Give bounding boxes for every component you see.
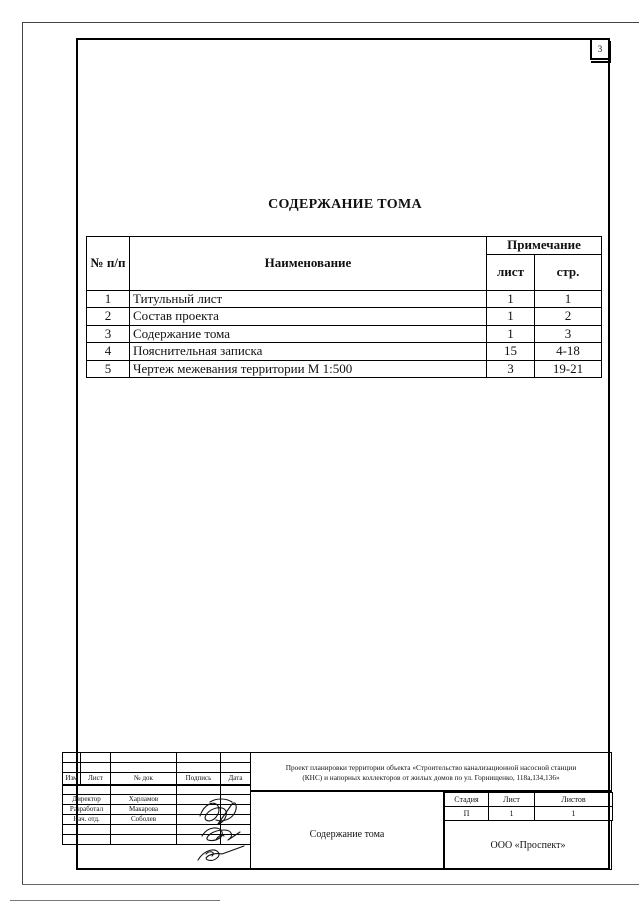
sheet-value: 1 (489, 807, 535, 821)
project-line-2: (КНС) и напорных коллекторов от жилых домов по ул. Горнищенко, 118а,134,136» (302, 773, 560, 782)
signer-role: Нач. отд. (63, 815, 111, 825)
row-sheet: 1 (487, 290, 535, 308)
row-number: 5 (87, 360, 130, 378)
signer-role: Разработал (63, 805, 111, 815)
table-row (87, 308, 602, 326)
row-page: 1 (535, 290, 602, 308)
row-page: 2 (535, 308, 602, 326)
empty-row (63, 825, 251, 835)
row-sheet: 15 (487, 343, 535, 361)
title-block-grid (62, 752, 251, 845)
signer-row (63, 815, 251, 825)
title-block-header (63, 773, 251, 785)
row-number: 1 (87, 290, 130, 308)
row-sheet: 1 (487, 308, 535, 326)
col-date: Дата (221, 773, 251, 785)
row-sheet: 1 (487, 325, 535, 343)
row-sheet: 3 (487, 360, 535, 378)
row-name: Чертеж межевания территории М 1:500 (130, 360, 487, 378)
revision-row (63, 753, 251, 763)
row-number: 3 (87, 325, 130, 343)
header-number: № п/п (87, 237, 130, 291)
page-title: СОДЕРЖАНИЕ ТОМА (268, 197, 422, 212)
stage-value-row (445, 807, 613, 821)
sheets-label: Листов (535, 793, 613, 807)
signer-row (63, 795, 251, 805)
header-page: стр. (535, 254, 602, 290)
drawing-frame (65, 38, 610, 870)
revision-row (63, 763, 251, 773)
table-row (87, 360, 602, 378)
empty-row (63, 835, 251, 845)
signer-name: Макарова (111, 805, 177, 815)
row-name: Состав проекта (130, 308, 487, 326)
row-name: Титульный лист (130, 290, 487, 308)
header-note: Примечание (487, 237, 602, 255)
col-doc: № док (111, 773, 177, 785)
row-name: Пояснительная записка (130, 343, 487, 361)
page-edge-top (22, 22, 639, 23)
col-sign: Подпись (177, 773, 221, 785)
document-name: Содержание тома (250, 792, 444, 870)
page-edge-bottom (22, 884, 639, 885)
sheets-value: 1 (535, 807, 613, 821)
row-number: 2 (87, 308, 130, 326)
row-number: 4 (87, 343, 130, 361)
signer-name: Харламов (111, 795, 177, 805)
header-sheet: лист (487, 254, 535, 290)
header-name: Наименование (130, 237, 487, 291)
row-page: 4-18 (535, 343, 602, 361)
table-row (87, 343, 602, 361)
row-page: 19-21 (535, 360, 602, 378)
contents-table (86, 236, 602, 378)
stage-header-row (445, 793, 613, 807)
page-edge-left (22, 22, 23, 884)
stage-label: Стадия (445, 793, 489, 807)
signer-role: Директор (63, 795, 111, 805)
stage-value: П (445, 807, 489, 821)
col-list: Лист (81, 773, 111, 785)
signer-row (63, 805, 251, 815)
empty-row (63, 785, 251, 795)
col-izm: Изм (63, 773, 81, 785)
table-row (87, 325, 602, 343)
project-description (250, 752, 612, 792)
signer-name: Соболев (111, 815, 177, 825)
project-line-1: Проект планировки территории объекта «Строительство канализационной насосной станции (285, 763, 577, 772)
sheet-label: Лист (489, 793, 535, 807)
scan-streak (10, 900, 220, 901)
stage-table (444, 792, 613, 821)
title-block (62, 752, 612, 870)
table-header-row (87, 237, 602, 255)
row-name: Содержание тома (130, 325, 487, 343)
sheet-number: 3 (590, 38, 610, 60)
organization: ООО «Проспект» (444, 820, 612, 870)
row-page: 3 (535, 325, 602, 343)
table-row (87, 290, 602, 308)
